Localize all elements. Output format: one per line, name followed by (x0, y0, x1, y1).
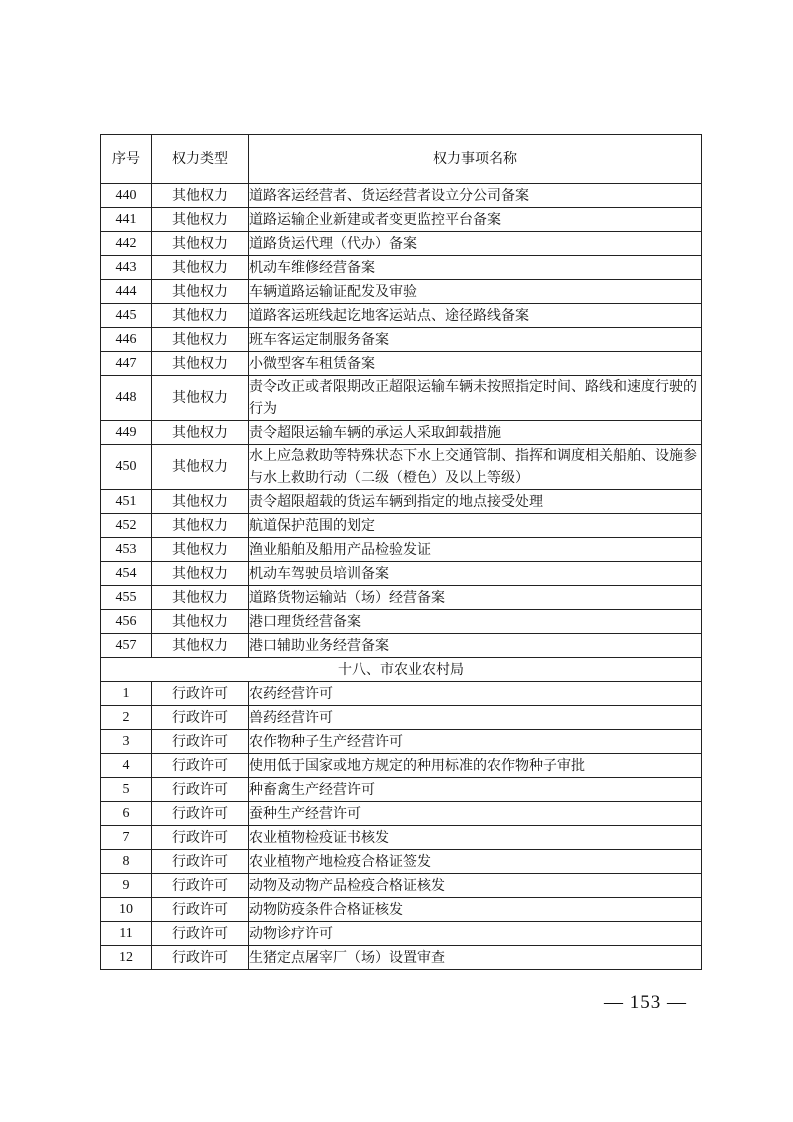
row-name: 车辆道路运输证配发及审验 (249, 280, 702, 304)
row-name: 机动车驾驶员培训备案 (249, 562, 702, 586)
row-type: 其他权力 (152, 610, 249, 634)
table-row (101, 946, 702, 970)
table-row (101, 586, 702, 610)
row-type: 其他权力 (152, 256, 249, 280)
row-name: 道路货物运输站（场）经营备案 (249, 586, 702, 610)
row-serial: 450 (101, 445, 152, 490)
row-type: 其他权力 (152, 634, 249, 658)
row-name: 生猪定点屠宰厂（场）设置审查 (249, 946, 702, 970)
row-serial: 3 (101, 730, 152, 754)
row-type: 其他权力 (152, 184, 249, 208)
table-row (101, 922, 702, 946)
row-type: 其他权力 (152, 538, 249, 562)
table-row (101, 850, 702, 874)
row-name: 农业植物产地检疫合格证签发 (249, 850, 702, 874)
row-type: 行政许可 (152, 874, 249, 898)
row-name: 使用低于国家或地方规定的种用标准的农作物种子审批 (249, 754, 702, 778)
row-serial: 2 (101, 706, 152, 730)
table-body (101, 184, 702, 970)
row-serial: 448 (101, 376, 152, 421)
table-row (101, 826, 702, 850)
row-serial: 453 (101, 538, 152, 562)
row-type: 其他权力 (152, 562, 249, 586)
table-row (101, 538, 702, 562)
table-row (101, 610, 702, 634)
row-name: 农作物种子生产经营许可 (249, 730, 702, 754)
row-type: 其他权力 (152, 352, 249, 376)
row-name: 种畜禽生产经营许可 (249, 778, 702, 802)
row-name: 班车客运定制服务备案 (249, 328, 702, 352)
row-type: 其他权力 (152, 208, 249, 232)
row-name: 道路客运班线起讫地客运站点、途径路线备案 (249, 304, 702, 328)
row-name: 道路客运经营者、货运经营者设立分公司备案 (249, 184, 702, 208)
row-name: 港口理货经营备案 (249, 610, 702, 634)
row-name: 责令超限运输车辆的承运人采取卸载措施 (249, 421, 702, 445)
row-serial: 441 (101, 208, 152, 232)
row-serial: 12 (101, 946, 152, 970)
row-type: 其他权力 (152, 280, 249, 304)
row-serial: 9 (101, 874, 152, 898)
table-row (101, 514, 702, 538)
row-name: 港口辅助业务经营备案 (249, 634, 702, 658)
row-name: 小微型客车租赁备案 (249, 352, 702, 376)
powers-table (100, 134, 702, 970)
row-serial: 6 (101, 802, 152, 826)
row-name: 渔业船舶及船用产品检验发证 (249, 538, 702, 562)
row-serial: 4 (101, 754, 152, 778)
table-row (101, 682, 702, 706)
section-header-row (101, 658, 702, 682)
row-type: 行政许可 (152, 754, 249, 778)
row-serial: 442 (101, 232, 152, 256)
row-name: 机动车维修经营备案 (249, 256, 702, 280)
row-serial: 444 (101, 280, 152, 304)
row-serial: 7 (101, 826, 152, 850)
section-title: 十八、市农业农村局 (101, 658, 702, 682)
table-row (101, 184, 702, 208)
row-type: 行政许可 (152, 922, 249, 946)
row-serial: 5 (101, 778, 152, 802)
table-row (101, 280, 702, 304)
row-serial: 449 (101, 421, 152, 445)
row-type: 行政许可 (152, 706, 249, 730)
table-row (101, 730, 702, 754)
row-type: 其他权力 (152, 514, 249, 538)
row-name: 农药经营许可 (249, 682, 702, 706)
row-serial: 454 (101, 562, 152, 586)
header-serial: 序号 (101, 135, 152, 184)
row-name: 道路货运代理（代办）备案 (249, 232, 702, 256)
row-name: 责令超限超载的货运车辆到指定的地点接受处理 (249, 490, 702, 514)
row-serial: 440 (101, 184, 152, 208)
row-serial: 446 (101, 328, 152, 352)
row-type: 其他权力 (152, 586, 249, 610)
table-row (101, 778, 702, 802)
row-type: 行政许可 (152, 850, 249, 874)
row-type: 其他权力 (152, 304, 249, 328)
row-serial: 452 (101, 514, 152, 538)
row-name: 蚕种生产经营许可 (249, 802, 702, 826)
row-serial: 447 (101, 352, 152, 376)
row-serial: 451 (101, 490, 152, 514)
row-serial: 455 (101, 586, 152, 610)
table-row (101, 898, 702, 922)
row-name: 动物防疫条件合格证核发 (249, 898, 702, 922)
table-row (101, 328, 702, 352)
row-name: 动物及动物产品检疫合格证核发 (249, 874, 702, 898)
table-row (101, 445, 702, 490)
row-type: 其他权力 (152, 445, 249, 490)
row-type: 行政许可 (152, 898, 249, 922)
row-serial: 8 (101, 850, 152, 874)
table-row (101, 562, 702, 586)
row-type: 其他权力 (152, 421, 249, 445)
table-row (101, 874, 702, 898)
row-serial: 456 (101, 610, 152, 634)
page-number: — 153 — (604, 992, 687, 1013)
table-row (101, 304, 702, 328)
table-row (101, 421, 702, 445)
table-header-row (101, 135, 702, 184)
table-row (101, 352, 702, 376)
row-name: 责令改正或者限期改正超限运输车辆未按照指定时间、路线和速度行驶的行为 (249, 376, 702, 421)
row-name: 水上应急救助等特殊状态下水上交通管制、指挥和调度相关船舶、设施参与水上救助行动（二级（橙色）及以上等级） (249, 445, 702, 490)
row-type: 其他权力 (152, 376, 249, 421)
table-row (101, 754, 702, 778)
row-serial: 443 (101, 256, 152, 280)
table-row (101, 232, 702, 256)
row-name: 航道保护范围的划定 (249, 514, 702, 538)
row-name: 兽药经营许可 (249, 706, 702, 730)
row-serial: 1 (101, 682, 152, 706)
row-type: 行政许可 (152, 802, 249, 826)
table-row (101, 208, 702, 232)
row-type: 其他权力 (152, 328, 249, 352)
table-row (101, 490, 702, 514)
header-power-name: 权力事项名称 (249, 135, 702, 184)
row-name: 动物诊疗许可 (249, 922, 702, 946)
row-type: 行政许可 (152, 946, 249, 970)
row-serial: 11 (101, 922, 152, 946)
header-power-type: 权力类型 (152, 135, 249, 184)
row-type: 其他权力 (152, 232, 249, 256)
table-row (101, 802, 702, 826)
table-row (101, 706, 702, 730)
row-type: 行政许可 (152, 778, 249, 802)
row-type: 行政许可 (152, 730, 249, 754)
row-name: 道路运输企业新建或者变更监控平台备案 (249, 208, 702, 232)
row-type: 行政许可 (152, 682, 249, 706)
row-type: 行政许可 (152, 826, 249, 850)
row-serial: 10 (101, 898, 152, 922)
table-row (101, 634, 702, 658)
row-type: 其他权力 (152, 490, 249, 514)
table-row (101, 256, 702, 280)
table-row (101, 376, 702, 421)
row-name: 农业植物检疫证书核发 (249, 826, 702, 850)
row-serial: 445 (101, 304, 152, 328)
row-serial: 457 (101, 634, 152, 658)
